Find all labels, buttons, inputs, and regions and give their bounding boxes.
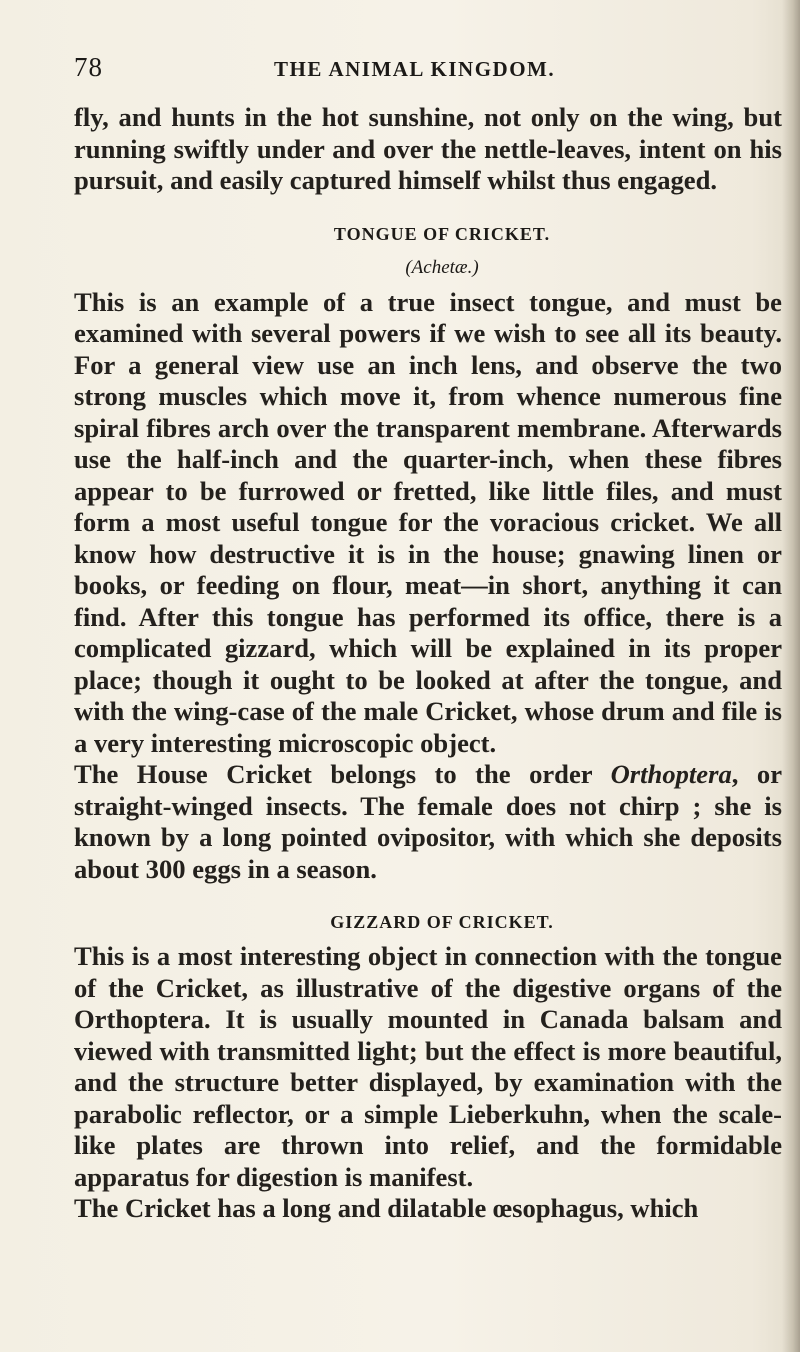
paragraph-tongue-description: This is an example of a true insect tongue, and must be examined with several powers if we wish to see all its beauty. For a general view use an inch lens, and observe the two strong muscles which move it, from whence numerous fine spiral fibres arch over the transparent membrane. Afterwards use the half-inch and the quarter-inch, when these fibres appear to be furrowed or fretted, like little files, and must form a most useful tongue for the voracious cricket. We all know how destructive it is in the house; gnawing linen or books, or feeding on flour, meat—in short, anything it can find. After this tongue has performed its office, there is a complicated gizzard, which will be explained in its proper place; though it ought to be looked at after the tongue, and with the wing-case of the male Cricket, whose drum and file is a very interesting microscopic object.	[74, 286, 782, 758]
paragraph-gizzard-description: This is a most interesting object in connection with the tongue of the Cricket, as illustrative of the digestive organs of the Orthoptera. It is usually mounted in Canada balsam and viewed with transmitted light; but the effect is more beautiful, and the structure better displayed, by examination with the parabolic reflector, or a simple Lieberkuhn, when the scale-like plates are thrown into relief, and the formidable apparatus for digestion is manifest.	[74, 941, 782, 1192]
order-name-italic: Orthoptera	[610, 759, 732, 789]
house-cricket-text-start: The House Cricket belongs to the order	[74, 759, 611, 789]
running-title: THE ANIMAL KINGDOM.	[274, 57, 556, 81]
paragraph-oesophagus: The Cricket has a long and dilatable œsophagus, which	[74, 1193, 699, 1223]
section-subheading-achetae: (Achetæ.)	[405, 256, 479, 278]
section-heading-tongue: TONGUE OF CRICKET.	[333, 223, 551, 244]
paragraph-continuation: fly, and hunts in the hot sunshine, not only on the wing, but running swiftly under and over the nettle-leaves, intent on his pursuit, and easily captured himself whilst thus engaged.	[74, 102, 782, 195]
house-cricket-text-end: , or straight-winged insects. The female does not chirp ; she is known by a long pointed ovipositor, with which she deposits about 300 eggs in a season.	[74, 759, 782, 884]
page-edge-shadow	[782, 0, 800, 1352]
running-head	[74, 52, 782, 102]
section-heading-gizzard: GIZZARD OF CRICKET.	[330, 912, 554, 932]
page-number: 78	[74, 52, 103, 82]
paragraph-house-cricket	[74, 759, 782, 885]
page-content	[74, 52, 782, 1225]
